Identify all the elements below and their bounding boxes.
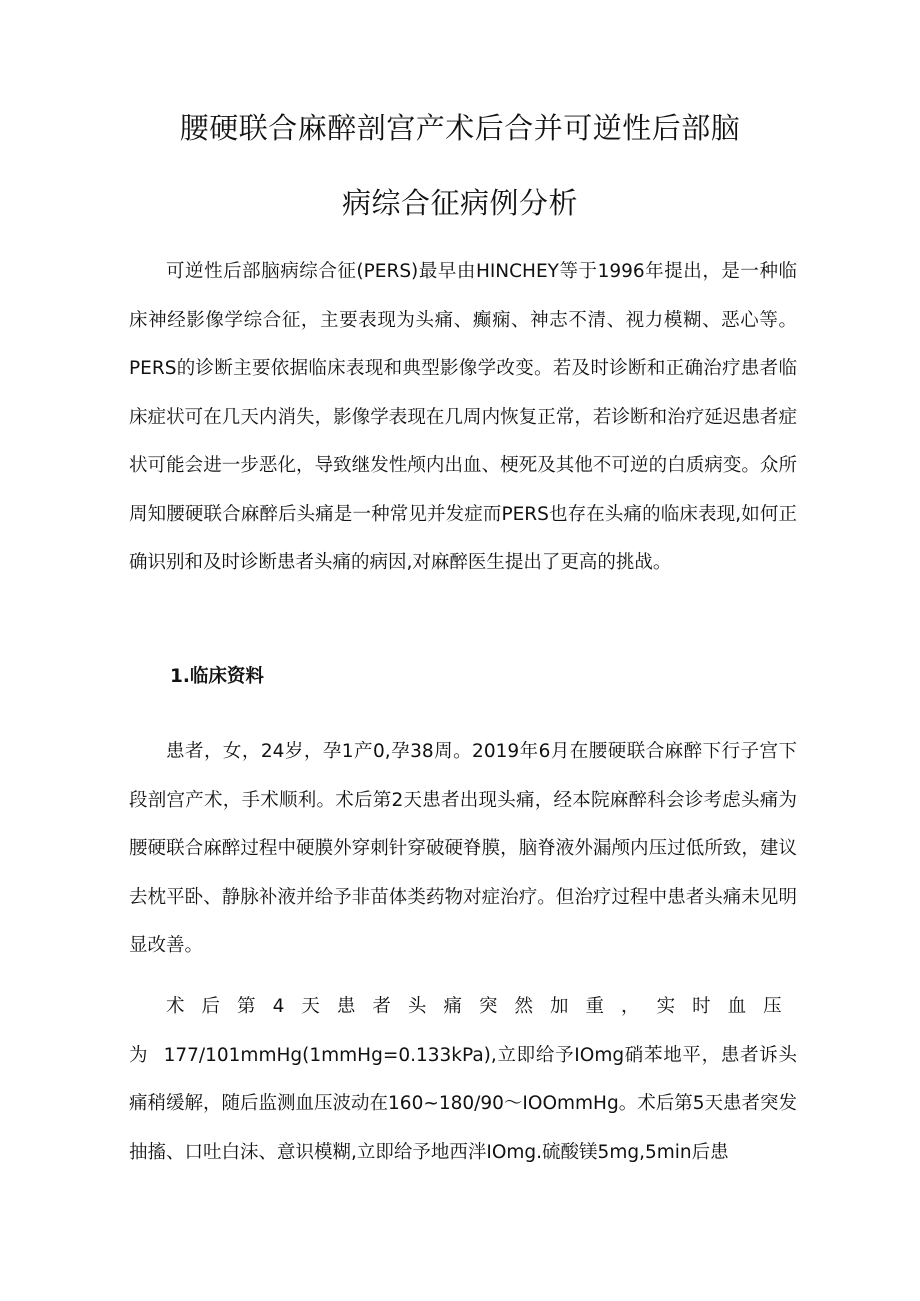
document-title-line-1: 腰硬联合麻醉剖宫产术后合并可逆性后部脑 bbox=[179, 111, 741, 145]
section-heading-clinical-data: 1.临床资料 bbox=[170, 666, 264, 687]
intro-paragraph: 可逆性后部脑病综合征(PERS)最早由HINCHEY等于1996年提出，是一种临床神经影像学综合征，主要表现为头痛、癫痫、神志不清、视力模糊、恶心等。PERS的诊断主要依据临床表现和典型影像学改变。若及时诊断和正确治疗患者临床症状可在几天内消失，影像学表现在几周内恢复正常，若诊断和治疗延迟患者症状可能会进一步恶化，导致继发性颅内出血、梗死及其他不可逆的白质病变。众所周知腰硬联合麻醉后头痛是一种常见并发症而PERS也存在头痛的临床表现,如何正确识别和及时诊断患者头痛的病因,对麻醉医生提出了更高的挑战。 bbox=[129, 261, 797, 573]
case-paragraph-2-body: 177/101mmHg(1mmHg=0.133kPa),立即给予IOmg硝苯地平，患者诉头痛稍缓解，随后监测血压波动在160~180/90～IOOmmHg。术后第5天患者突发抽搐、口吐白沫、意识模糊,立即给予地西泮IOmg.硫酸镁5mg,5min后患 bbox=[129, 1044, 797, 1163]
case-paragraph-1: 患者，女，24岁，孕1产0,孕38周。2019年6月在腰硬联合麻醉下行子宫下段剖宫产术，手术顺利。术后第2天患者出现头痛，经本院麻醉科会诊考虑头痛为腰硬联合麻醉过程中硬膜外穿刺针穿破硬脊膜，脑脊液外漏颅内压过低所致，建议去枕平卧、静脉补液并给予非苗体类药物对症治疗。但治疗过程中患者头痛未见明显改善。 bbox=[129, 741, 797, 956]
case-paragraph-2 bbox=[129, 983, 797, 1177]
document-title-line-2: 病综合征病例分析 bbox=[341, 186, 578, 220]
case-paragraph-2-spaced-line: 术后第4天患者头痛突然加重，实时血压为 bbox=[129, 996, 797, 1066]
